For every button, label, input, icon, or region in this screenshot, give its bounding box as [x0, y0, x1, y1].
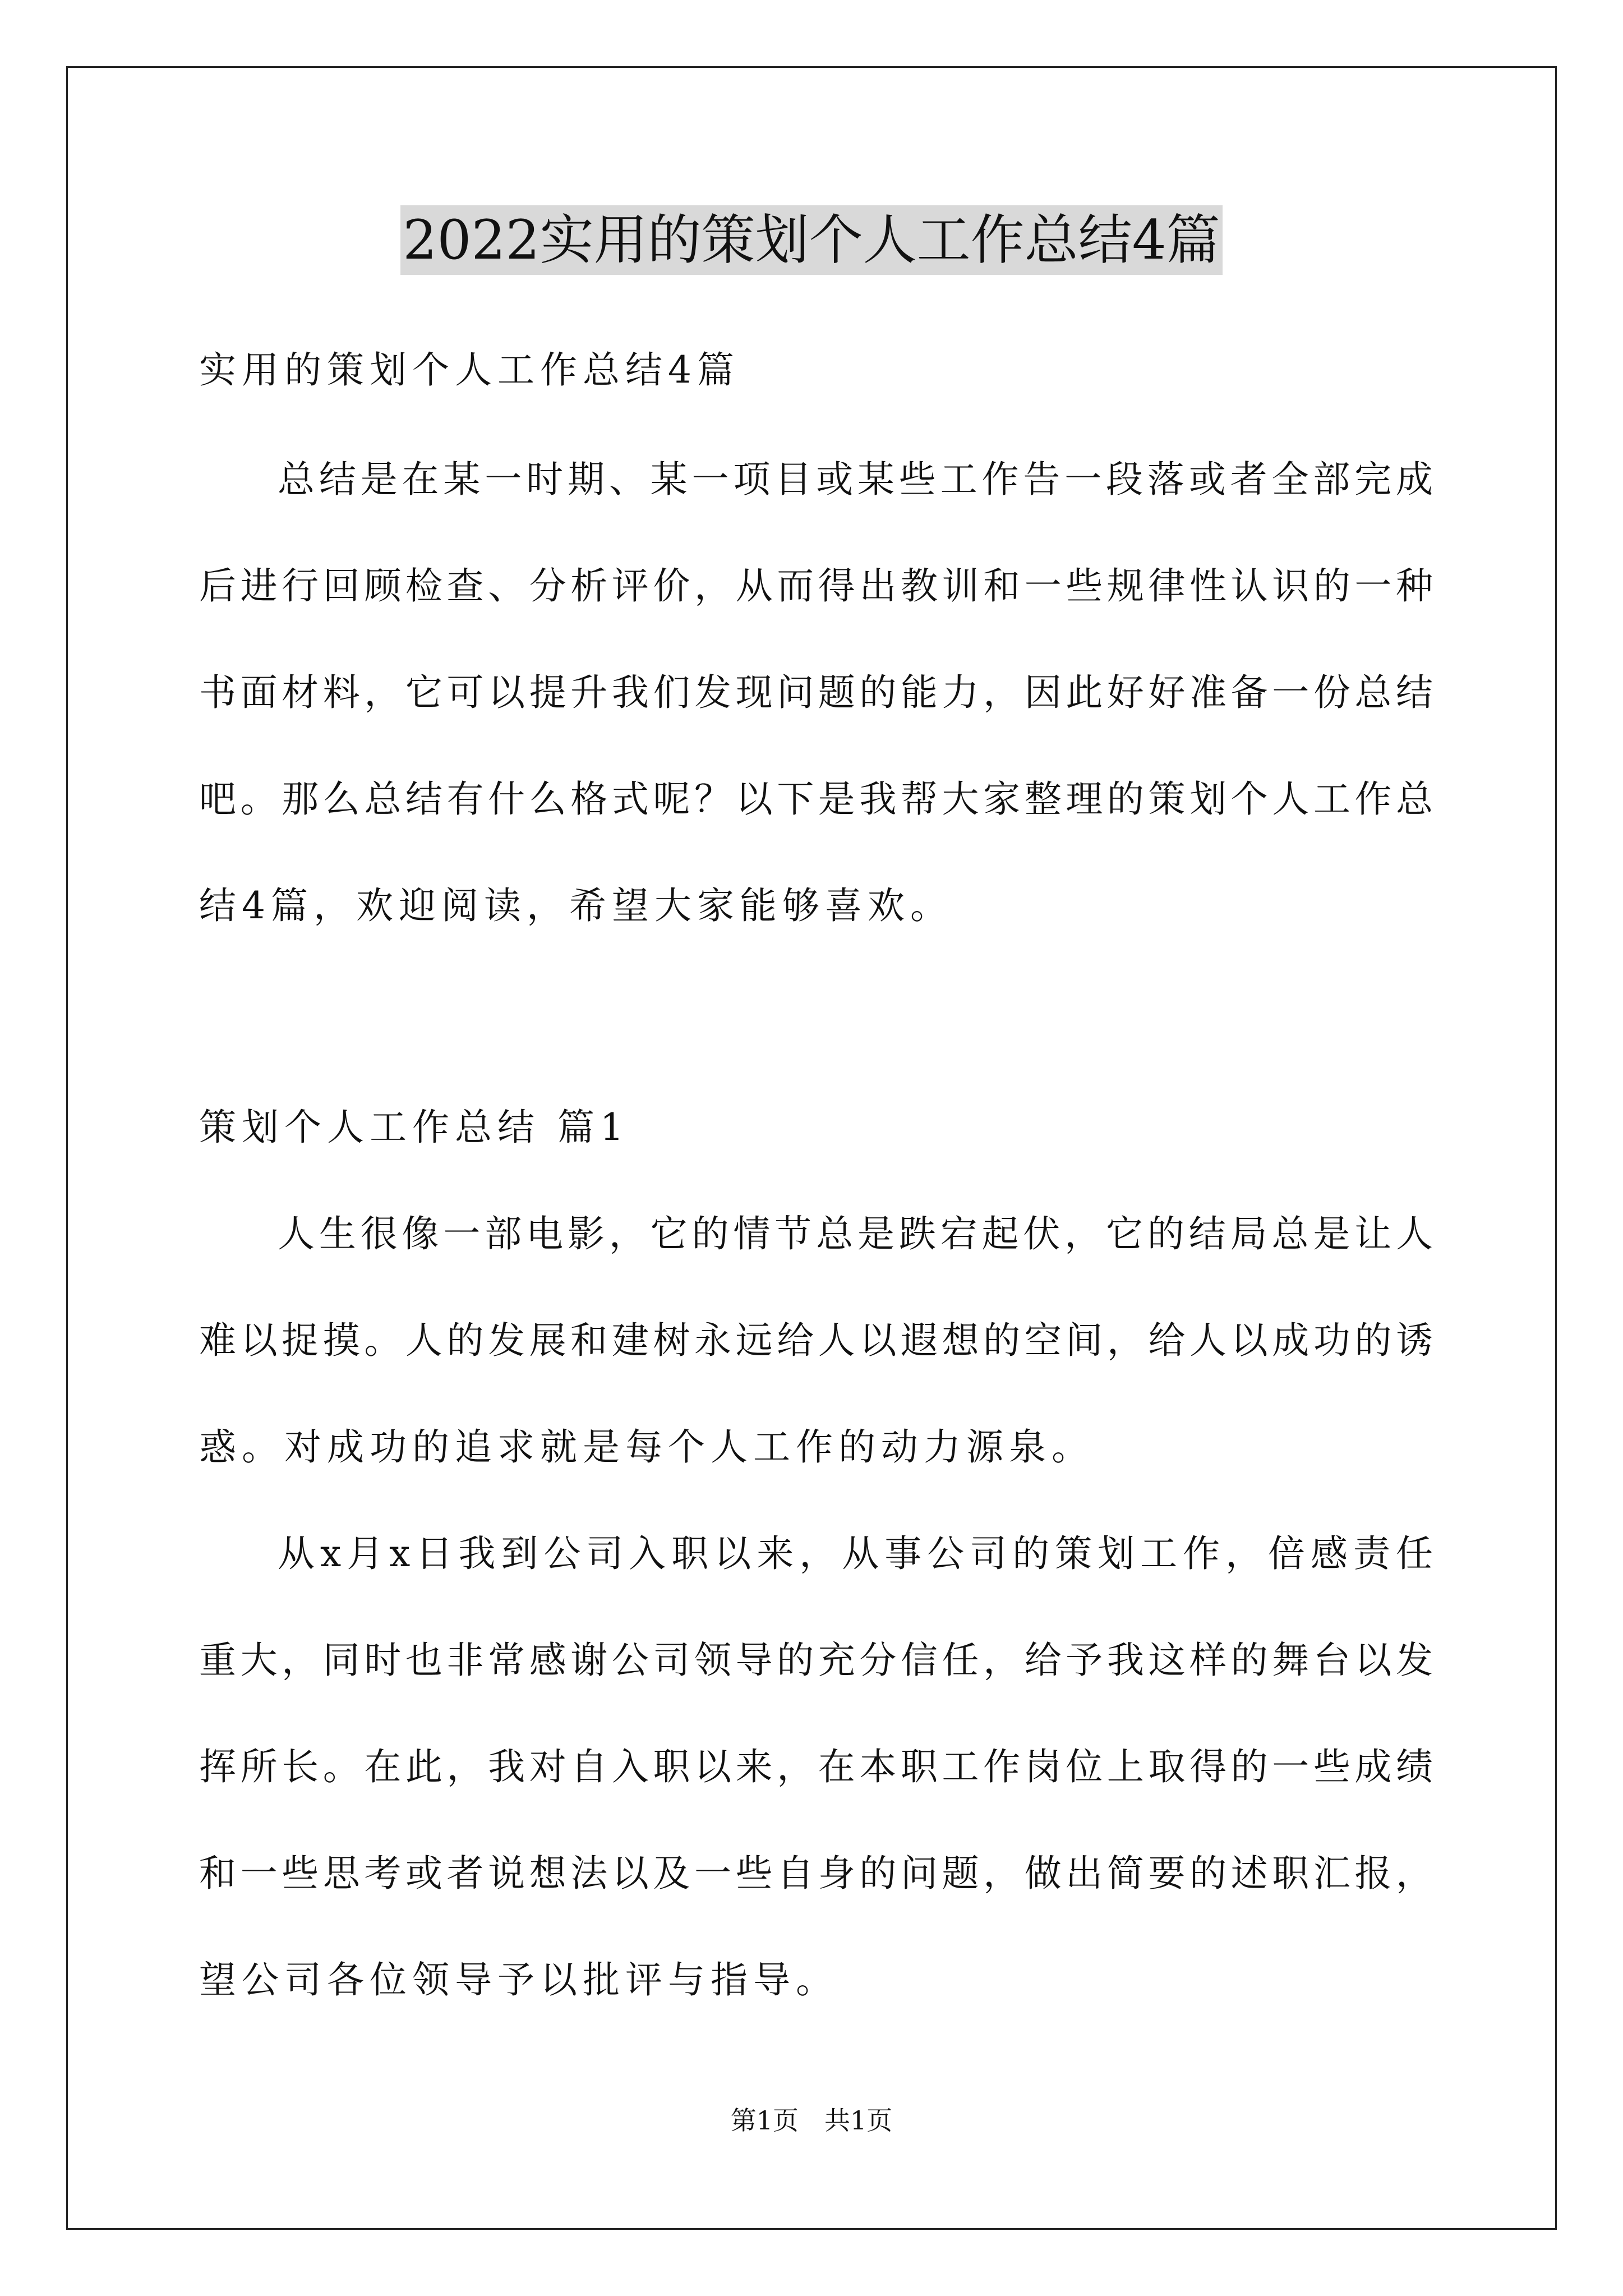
document-title-text: 2022实用的策划个人工作总结4篇 — [400, 205, 1222, 275]
intro-line-1: 总结是在某一时期、某一项目或某些工作告一段落或者全部完成 — [278, 458, 1433, 501]
intro-line-4: 吧。那么总结有什么格式呢？以下是我帮大家整理的策划个人工作总 — [199, 777, 1433, 821]
para1-line-1: 人生很像一部电影，它的情节总是跌宕起伏，它的结局总是让人 — [278, 1212, 1433, 1255]
document-title — [0, 201, 1623, 279]
para2-line-1: 从x月x日我到公司入职以来，从事公司的策划工作，倍感责任 — [278, 1532, 1433, 1575]
section-heading: 策划个人工作总结 篇1 — [199, 1106, 629, 1149]
para1-line-3: 惑。对成功的追求就是每个人工作的动力源泉。 — [199, 1425, 1094, 1469]
para2-line-3: 挥所长。在此，我对自入职以来，在本职工作岗位上取得的一些成绩 — [199, 1745, 1433, 1788]
subtitle: 实用的策划个人工作总结4篇 — [199, 348, 740, 392]
para2-line-5: 望公司各位领导予以批评与指导。 — [199, 1958, 838, 2001]
intro-line-3: 书面材料，它可以提升我们发现问题的能力，因此好好准备一份总结 — [199, 671, 1433, 714]
intro-line-5: 结4篇，欢迎阅读，希望大家能够喜欢。 — [199, 884, 953, 927]
intro-line-2: 后进行回顾检查、分析评价，从而得出教训和一些规律性认识的一种 — [199, 564, 1433, 608]
page-footer: 第1页 共1页 — [730, 2105, 893, 2136]
para2-line-2: 重大，同时也非常感谢公司领导的充分信任，给予我这样的舞台以发 — [199, 1639, 1433, 1682]
para1-line-2: 难以捉摸。人的发展和建树永远给人以遐想的空间，给人以成功的诱 — [199, 1319, 1433, 1362]
para2-line-4: 和一些思考或者说想法以及一些自身的问题，做出简要的述职汇报， — [199, 1852, 1433, 1895]
